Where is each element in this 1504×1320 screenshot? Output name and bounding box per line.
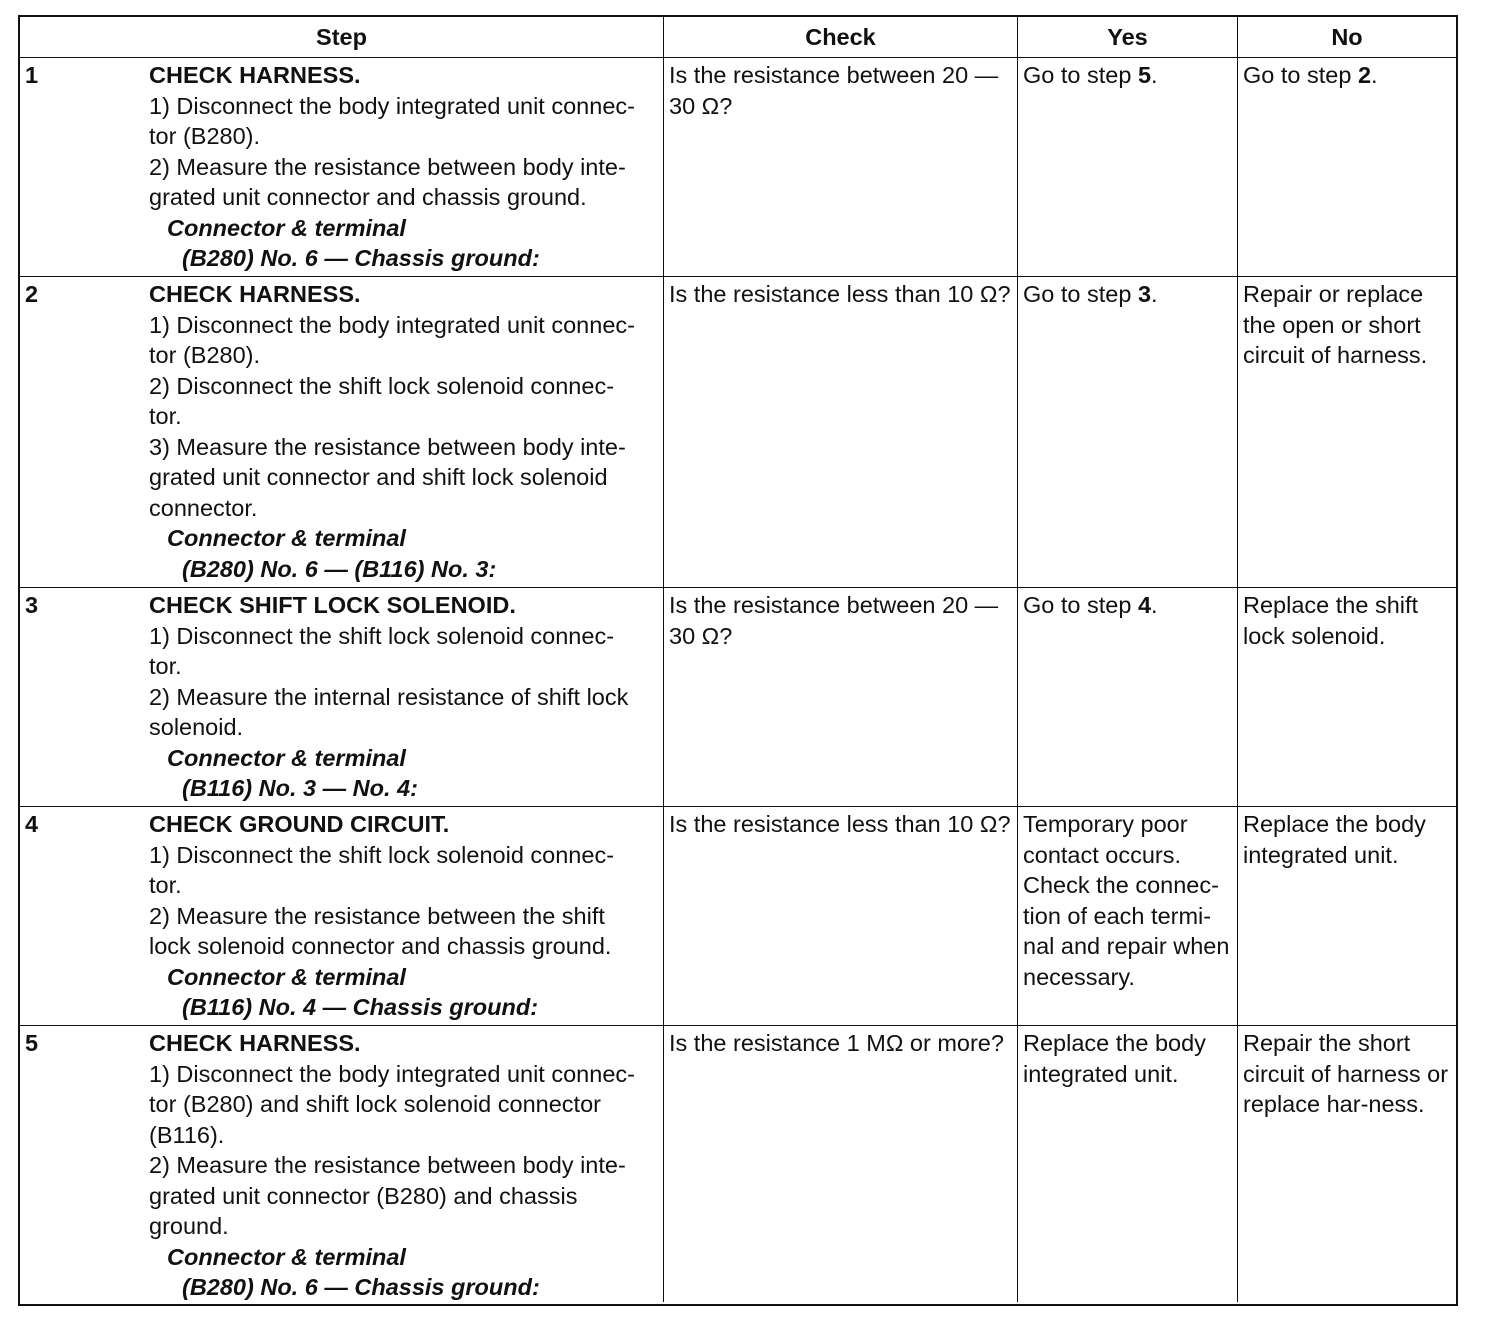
table-row-step-cell bbox=[20, 58, 664, 277]
no-cell: Replace the shift lock solenoid. bbox=[1238, 588, 1456, 807]
step-line: tor (B280). bbox=[149, 342, 261, 368]
connector-terminal: (B116) No. 3 — No. 4: bbox=[182, 775, 418, 801]
step-line: tor. bbox=[149, 653, 182, 679]
step-title: CHECK HARNESS. bbox=[149, 281, 361, 307]
no-text-end: . bbox=[1371, 62, 1378, 88]
step-number: 5 bbox=[25, 1030, 39, 1056]
step-title: CHECK HARNESS. bbox=[149, 1030, 361, 1056]
yes-text: Go to step bbox=[1023, 281, 1138, 307]
step-line: lock solenoid connector and chassis ground. bbox=[149, 933, 612, 959]
connector-label: Connector & terminal bbox=[167, 963, 406, 990]
step-line: tor (B280) and shift lock solenoid connector bbox=[149, 1091, 601, 1117]
step-line: grated unit connector and shift lock solenoid bbox=[149, 464, 608, 490]
step-line: tor (B280). bbox=[149, 123, 261, 149]
step-line: connector. bbox=[149, 494, 258, 521]
connector-label: Connector & terminal bbox=[167, 214, 406, 241]
connector-label: Connector & terminal bbox=[167, 744, 406, 771]
table-row-step-cell bbox=[20, 277, 664, 588]
header-step: Step bbox=[20, 17, 664, 58]
no-cell: Repair or replace the open or short circuit of harness. bbox=[1238, 277, 1456, 588]
step-number: 3 bbox=[25, 592, 39, 618]
step-number: 4 bbox=[25, 811, 39, 837]
step-line: 1) Disconnect the body integrated unit connec- bbox=[149, 92, 635, 119]
step-line: 2) Disconnect the shift lock solenoid connec- bbox=[149, 372, 615, 399]
yes-text: Go to step bbox=[1023, 62, 1138, 88]
check-cell: Is the resistance between 20 — 30 Ω? bbox=[664, 58, 1018, 277]
connector-terminal: (B116) No. 4 — Chassis ground: bbox=[182, 994, 539, 1020]
yes-step-ref: 3 bbox=[1137, 281, 1152, 307]
yes-text-end: . bbox=[1151, 62, 1158, 88]
connector-terminal: (B280) No. 6 — Chassis ground: bbox=[182, 1274, 540, 1300]
step-line: 1) Disconnect the body integrated unit connec- bbox=[149, 1060, 635, 1087]
step-body bbox=[149, 279, 659, 587]
step-line: 3) Measure the resistance between body inte- bbox=[149, 433, 626, 460]
step-line: (B116). bbox=[149, 1121, 225, 1148]
step-body bbox=[149, 590, 659, 806]
step-body bbox=[149, 1028, 659, 1302]
step-title: CHECK GROUND CIRCUIT. bbox=[149, 811, 450, 837]
step-line: grated unit connector (B280) and chassis bbox=[149, 1182, 578, 1209]
check-cell: Is the resistance 1 MΩ or more? bbox=[664, 1026, 1018, 1302]
step-body bbox=[149, 60, 659, 276]
table-grid bbox=[20, 17, 1456, 1304]
yes-cell bbox=[1018, 277, 1238, 588]
step-line: solenoid. bbox=[149, 714, 244, 740]
connector-label: Connector & terminal bbox=[167, 1243, 406, 1270]
yes-cell bbox=[1018, 58, 1238, 277]
step-line: ground. bbox=[149, 1213, 229, 1239]
no-cell bbox=[1238, 58, 1456, 277]
check-cell: Is the resistance less than 10 Ω? bbox=[664, 277, 1018, 588]
table-row-step-cell bbox=[20, 588, 664, 807]
step-title: CHECK HARNESS. bbox=[149, 62, 361, 88]
step-line: grated unit connector and chassis ground. bbox=[149, 184, 587, 210]
diagnostic-table bbox=[18, 15, 1458, 1306]
no-step-ref: 2 bbox=[1357, 62, 1372, 88]
yes-text-end: . bbox=[1151, 281, 1158, 307]
yes-step-ref: 5 bbox=[1137, 62, 1152, 88]
step-number: 1 bbox=[25, 62, 39, 88]
step-line: 2) Measure the resistance between the shift bbox=[149, 902, 605, 929]
step-line: 2) Measure the resistance between body inte- bbox=[149, 153, 626, 180]
step-line: 2) Measure the resistance between body inte- bbox=[149, 1152, 626, 1178]
step-line: 1) Disconnect the body integrated unit connec- bbox=[149, 311, 635, 338]
no-cell: Repair the short circuit of harness or replace har-ness. bbox=[1243, 1030, 1449, 1117]
yes-cell bbox=[1018, 588, 1238, 807]
connector-label: Connector & terminal bbox=[167, 525, 406, 551]
connector-terminal: (B280) No. 6 — (B116) No. 3: bbox=[182, 555, 497, 582]
step-line: 1) Disconnect the shift lock solenoid connec- bbox=[149, 622, 615, 649]
step-line: 2) Measure the internal resistance of shift lock bbox=[149, 683, 629, 710]
header-no: No bbox=[1238, 17, 1456, 58]
header-yes: Yes bbox=[1018, 17, 1238, 58]
step-line: tor. bbox=[149, 403, 182, 429]
step-number: 2 bbox=[25, 281, 39, 307]
check-cell: Is the resistance between 20 — 30 Ω? bbox=[664, 588, 1018, 807]
step-line: 1) Disconnect the shift lock solenoid connec- bbox=[149, 841, 615, 868]
yes-text-end: . bbox=[1151, 592, 1158, 618]
yes-text: Go to step bbox=[1023, 592, 1138, 618]
step-body bbox=[149, 809, 659, 1025]
header-check: Check bbox=[664, 17, 1018, 58]
yes-step-ref: 4 bbox=[1137, 592, 1152, 618]
table-row-step-cell bbox=[20, 1026, 664, 1302]
check-cell: Is the resistance less than 10 Ω? bbox=[664, 807, 1018, 1026]
step-line: tor. bbox=[149, 872, 182, 898]
connector-terminal: (B280) No. 6 — Chassis ground: bbox=[182, 245, 540, 271]
yes-cell: Replace the body integrated unit. bbox=[1018, 1026, 1238, 1302]
yes-cell: Temporary poor contact occurs. Check the connec-tion of each termi-nal and repair when necessary. bbox=[1018, 807, 1238, 1026]
step-title: CHECK SHIFT LOCK SOLENOID. bbox=[149, 592, 516, 618]
table-row-step-cell bbox=[20, 807, 664, 1026]
no-cell: Replace the body integrated unit. bbox=[1238, 807, 1456, 1026]
no-text: Go to step bbox=[1243, 62, 1358, 88]
